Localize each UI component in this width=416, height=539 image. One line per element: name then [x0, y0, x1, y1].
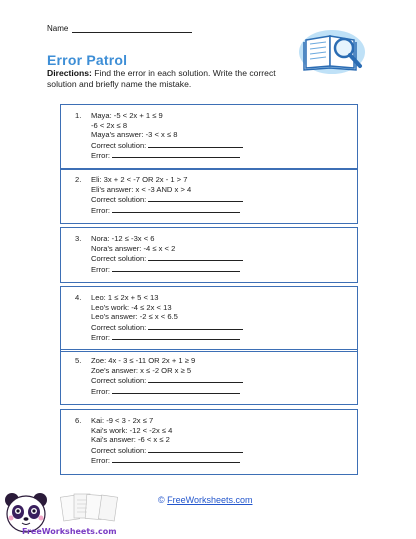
correct-solution-blank[interactable]	[148, 194, 243, 202]
problem-answer: Leo's answer: -2 ≤ x < 6.5	[91, 312, 178, 322]
problem-number: 4.	[75, 293, 82, 302]
correct-solution-blank[interactable]	[148, 375, 243, 383]
problem-box-2	[60, 168, 358, 224]
problem-work: Kai's work: -12 < -2x ≤ 4	[91, 425, 173, 435]
worksheet-thumbnails-icon	[60, 490, 124, 528]
problem-statement: Kai: -9 < 3 - 2x ≤ 7	[91, 416, 154, 425]
problem-answer: Maya's answer: -3 < x ≤ 8	[91, 130, 178, 140]
correct-solution-blank[interactable]	[148, 322, 243, 330]
correct-label: Correct solution:	[91, 445, 147, 455]
name-row	[47, 24, 192, 33]
name-label: Name	[47, 24, 69, 33]
footer-link-text[interactable]: FreeWorksheets.com	[167, 495, 253, 505]
problem-box-6	[60, 409, 358, 475]
directions-text: Find the error in each solution. Write the correct solution and briefly name the mistake.	[47, 68, 276, 89]
problem-statement: Zoe: 4x - 3 ≤ -11 OR 2x + 1 ≥ 9	[91, 356, 196, 365]
problem-box-4	[60, 286, 358, 352]
error-label: Error:	[91, 333, 110, 343]
error-label: Error:	[91, 386, 110, 396]
correct-label: Correct solution:	[91, 376, 147, 386]
error-label: Error:	[91, 456, 110, 466]
problem-answer: Eli's answer: x < -3 AND x > 4	[91, 184, 192, 194]
error-blank[interactable]	[112, 386, 240, 394]
error-label: Error:	[91, 205, 110, 215]
problem-answer: Nora's answer: -4 ≤ x < 2	[91, 243, 176, 253]
problem-number: 2.	[75, 175, 82, 184]
correct-label: Correct solution:	[91, 140, 147, 150]
correct-solution-blank[interactable]	[148, 140, 243, 148]
problem-box-3	[60, 227, 358, 283]
problem-work: -6 < 2x ≤ 8	[91, 120, 128, 130]
problem-box-5	[60, 349, 358, 405]
error-blank[interactable]	[112, 205, 240, 213]
error-blank[interactable]	[112, 264, 240, 272]
problem-statement: Nora: -12 ≤ -3x < 6	[91, 234, 155, 243]
name-blank[interactable]	[72, 24, 192, 33]
problem-number: 5.	[75, 356, 82, 365]
problem-box-1	[60, 104, 358, 170]
problem-statement: Leo: 1 ≤ 2x + 5 < 13	[91, 293, 159, 302]
problem-answer: Zoe's answer: x ≤ -2 OR x ≥ 5	[91, 365, 192, 375]
error-blank[interactable]	[112, 150, 240, 158]
footer-link[interactable]	[158, 495, 253, 505]
page-title: Error Patrol	[47, 52, 128, 68]
problem-statement: Maya: -5 < 2x + 1 ≤ 9	[91, 111, 163, 120]
problem-number: 1.	[75, 111, 82, 120]
correct-label: Correct solution:	[91, 195, 147, 205]
error-label: Error:	[91, 151, 110, 161]
copyright-symbol: ©	[158, 495, 168, 505]
site-logo: FreeWorksheets.com	[22, 527, 117, 536]
error-blank[interactable]	[112, 332, 240, 340]
problem-number: 3.	[75, 234, 82, 243]
directions-label: Directions:	[47, 68, 92, 78]
error-blank[interactable]	[112, 455, 240, 463]
error-label: Error:	[91, 264, 110, 274]
correct-label: Correct solution:	[91, 322, 147, 332]
correct-solution-blank[interactable]	[148, 253, 243, 261]
book-magnifier-icon	[298, 22, 366, 76]
problem-work: Leo's work: -4 ≤ 2x < 13	[91, 302, 172, 312]
problem-number: 6.	[75, 416, 82, 425]
correct-label: Correct solution:	[91, 254, 147, 264]
correct-solution-blank[interactable]	[148, 445, 243, 453]
directions	[47, 68, 297, 90]
problem-statement: Eli: 3x + 2 < -7 OR 2x - 1 > 7	[91, 175, 188, 184]
problem-answer: Kai's answer: -6 < x ≤ 2	[91, 435, 170, 445]
